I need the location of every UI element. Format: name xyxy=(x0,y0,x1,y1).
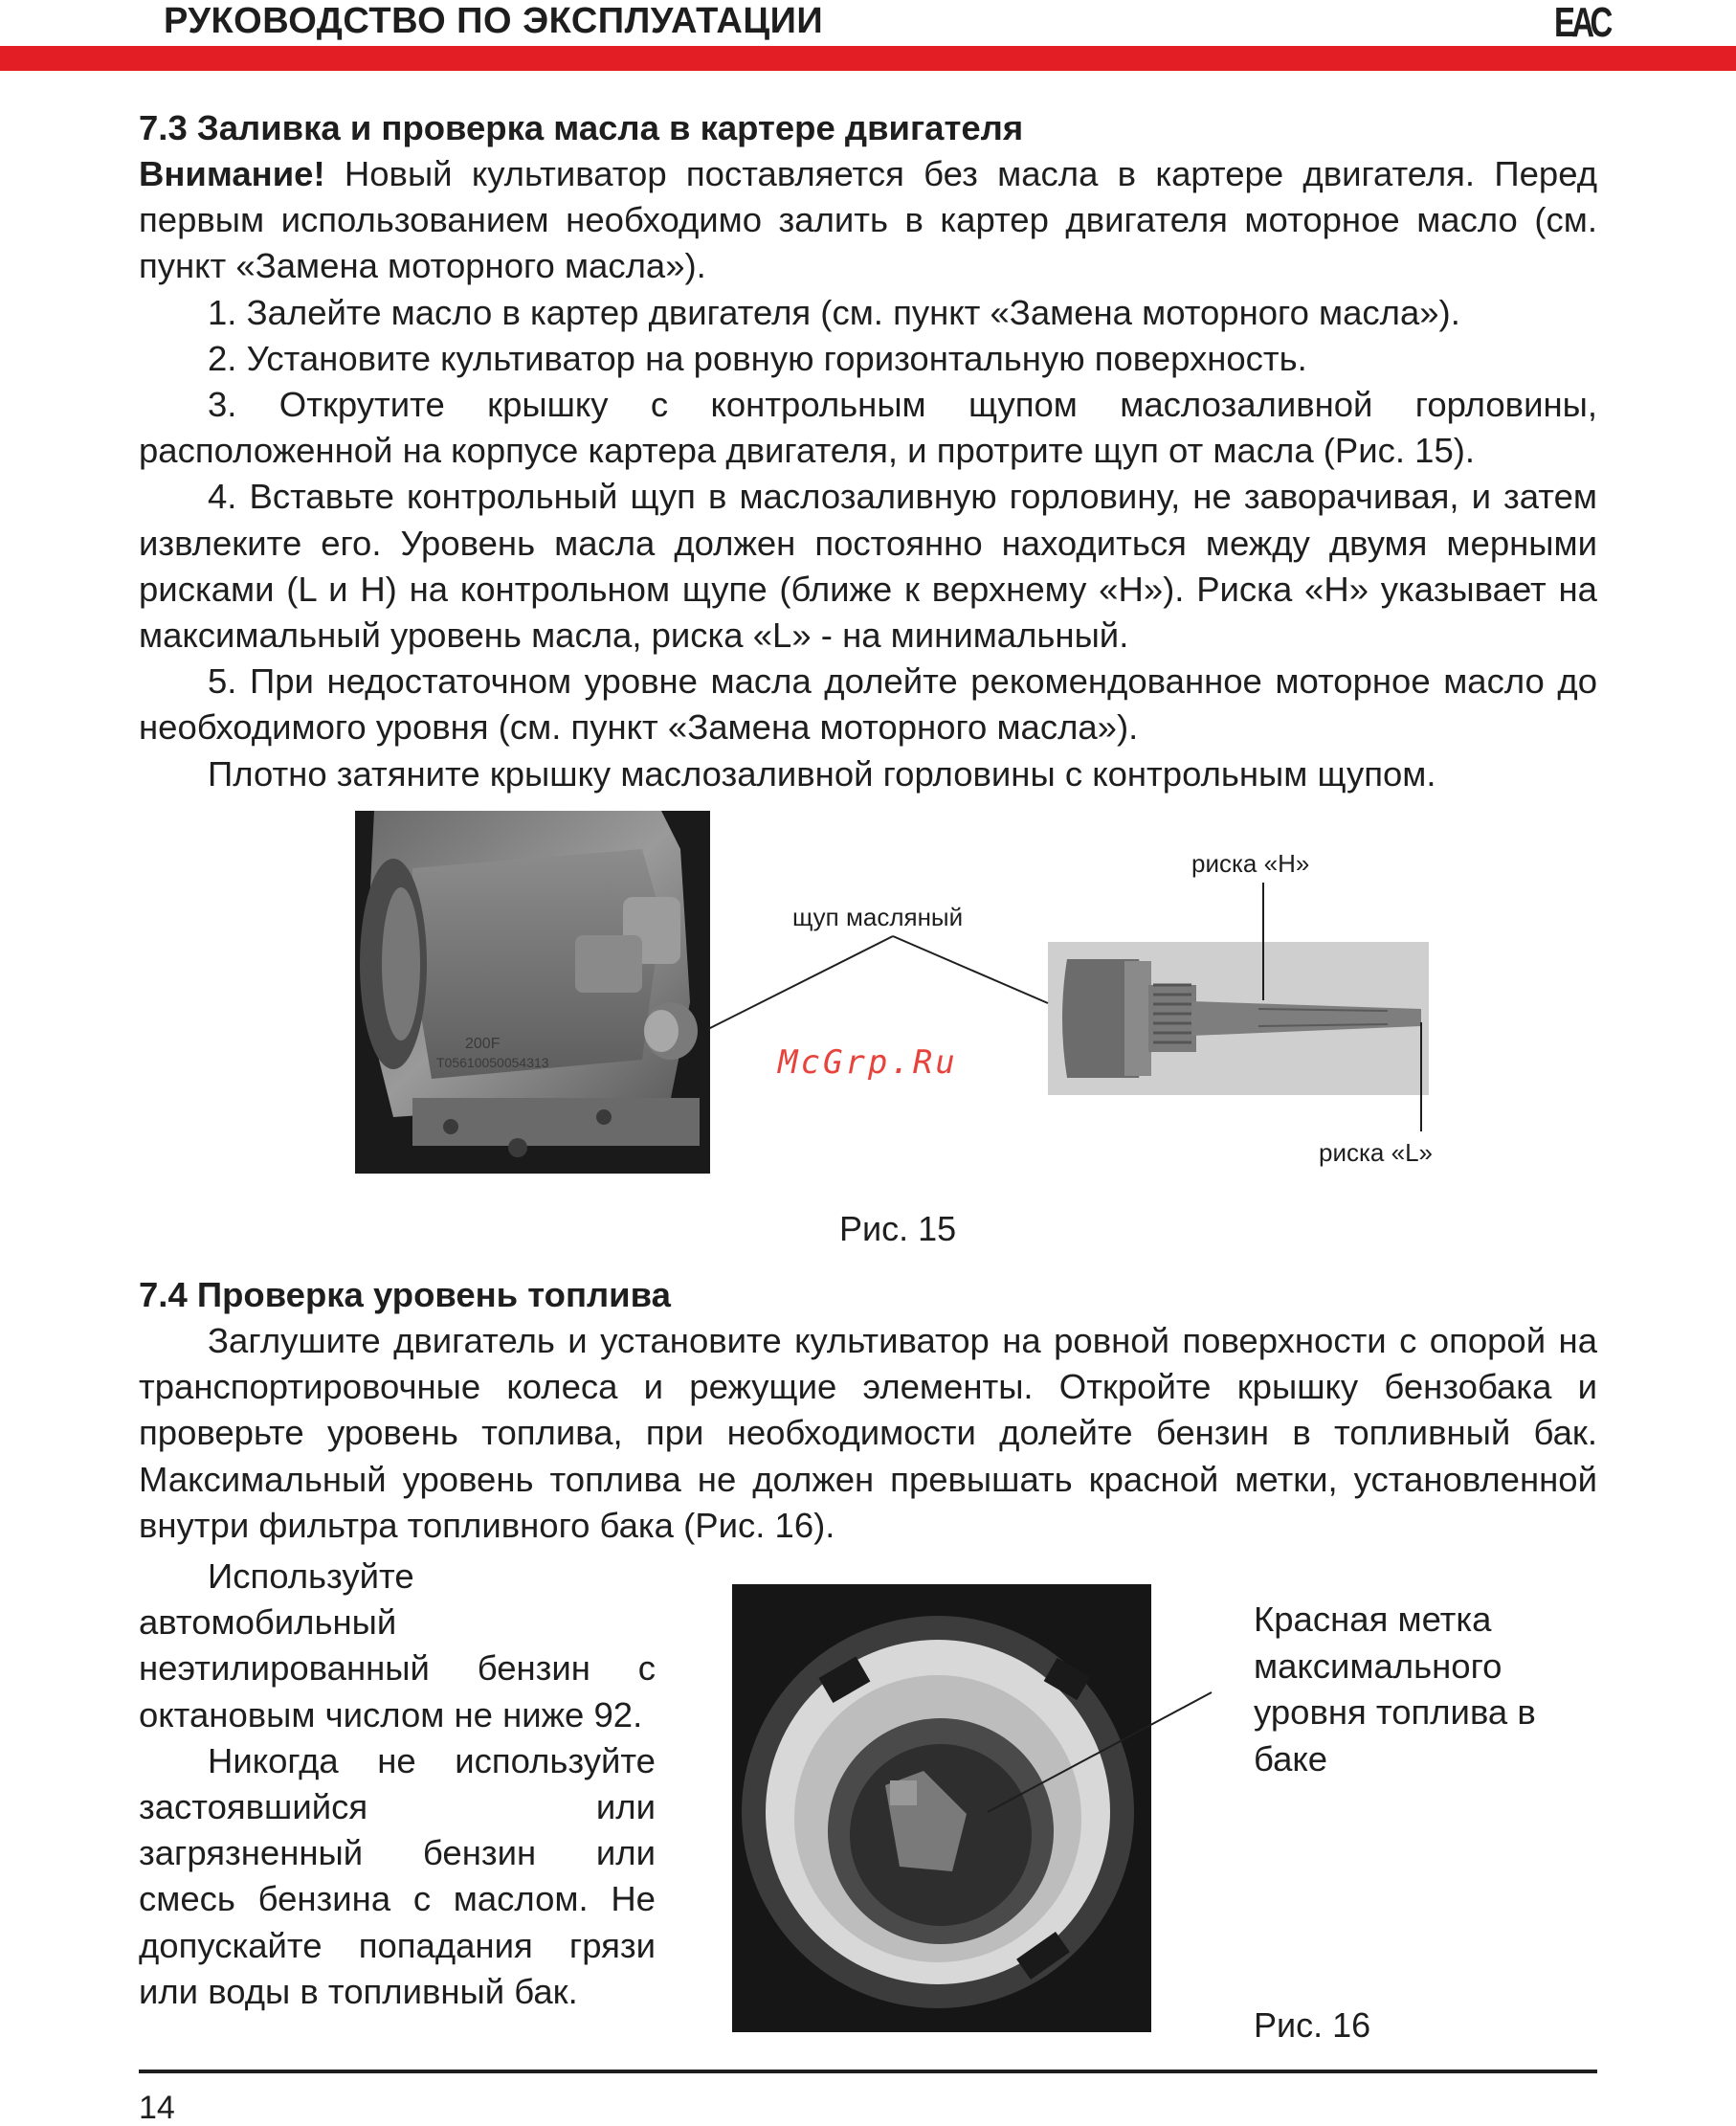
fuel-side-para-1: Используйте автомобильный неэтилированный бензин с октановым числом не ниже 92. xyxy=(139,1556,656,1734)
figure-15-caption: Рис. 15 xyxy=(839,1209,957,1248)
step-2: 2. Установите культиватор на ровную горизонтальную поверхность. xyxy=(208,338,1307,378)
step-5: 5. При недостаточном уровне масла долейте рекомендованное моторное масло до необходимого уровня (см. пункт «Замена моторного масла»). xyxy=(139,661,1597,748)
eac-logo: ЕАС xyxy=(1554,0,1610,46)
engine-marking-2: T05610050054313 xyxy=(436,1055,549,1070)
engine-marking-1: 200F xyxy=(465,1036,501,1052)
fuel-side-para-2: Никогда не используйте застоявшийся или загрязненный бензин или смесь бензина с маслом. Не допускайте попадания грязи или воды в топливный бак. xyxy=(139,1740,656,2011)
section-7-4 xyxy=(139,1272,1597,1549)
figure-16-caption: Рис. 16 xyxy=(1254,2005,1371,2045)
watermark: McGrp.Ru xyxy=(778,1043,958,1082)
footer-divider xyxy=(139,2070,1597,2073)
step-1: 1. Залейте масло в картер двигателя (см. пункт «Замена моторного масла»). xyxy=(208,292,1460,332)
fuel-paragraph: Заглушите двигатель и установите культиватор на ровной поверхности с опорой на транспортировочные колеса и режущие элементы. Откройте крышку бензобака и проверьте уровень топлива, при необходимости долейте бензин в топливный бак. Максимальный уровень топлива не должен превышать красной метки, установленной внутри фильтра топливного бака (Рис. 16). xyxy=(139,1321,1597,1545)
warning-label: Внимание! xyxy=(139,154,325,193)
section-heading-7-3: 7.3 Заливка и проверка масла в картере двигателя xyxy=(139,108,1024,147)
fuel-mark-annotation: Красная метка максимального уровня топлива в баке xyxy=(1254,1600,1536,1779)
label-dipstick: щуп масляный xyxy=(792,903,964,931)
step-4: 4. Вставьте контрольный щуп в маслозаливную горловину, не заворачивая, и затем извлеките его. Уровень масла должен постоянно находиться между двумя мерными рисками (L и H) на контрольном щупе (ближе к верхнему «H»). Риска «H» указывает на максимальный уровень масла, риска «L» - на минимальный. xyxy=(139,477,1597,656)
step-3: 3. Открутите крышку с контрольным щупом маслозаливной горловины, расположенной на корпусе картера двигателя, и протрите щуп от масла (Рис. 15). xyxy=(139,385,1597,471)
label-mark-l: риска «L» xyxy=(1319,1138,1433,1167)
step-final: Плотно затяните крышку маслозаливной горловины с контрольным щупом. xyxy=(208,753,1436,794)
page-number: 14 xyxy=(139,2090,175,2126)
section-heading-7-4: 7.4 Проверка уровень топлива xyxy=(139,1275,671,1314)
warning-text: Новый культиватор поставляется без масла в картере двигателя. Перед первым использованием необходимо залить в картер двигателя моторное масло (см. пункт «Замена моторного масла»). xyxy=(139,154,1597,286)
figure-16-leader-line xyxy=(976,1685,1225,1838)
page-header-title: РУКОВОДСТВО ПО ЭКСПЛУАТАЦИИ xyxy=(164,1,824,41)
fuel-side-text xyxy=(139,1554,656,2015)
label-mark-h: риска «H» xyxy=(1191,849,1310,878)
